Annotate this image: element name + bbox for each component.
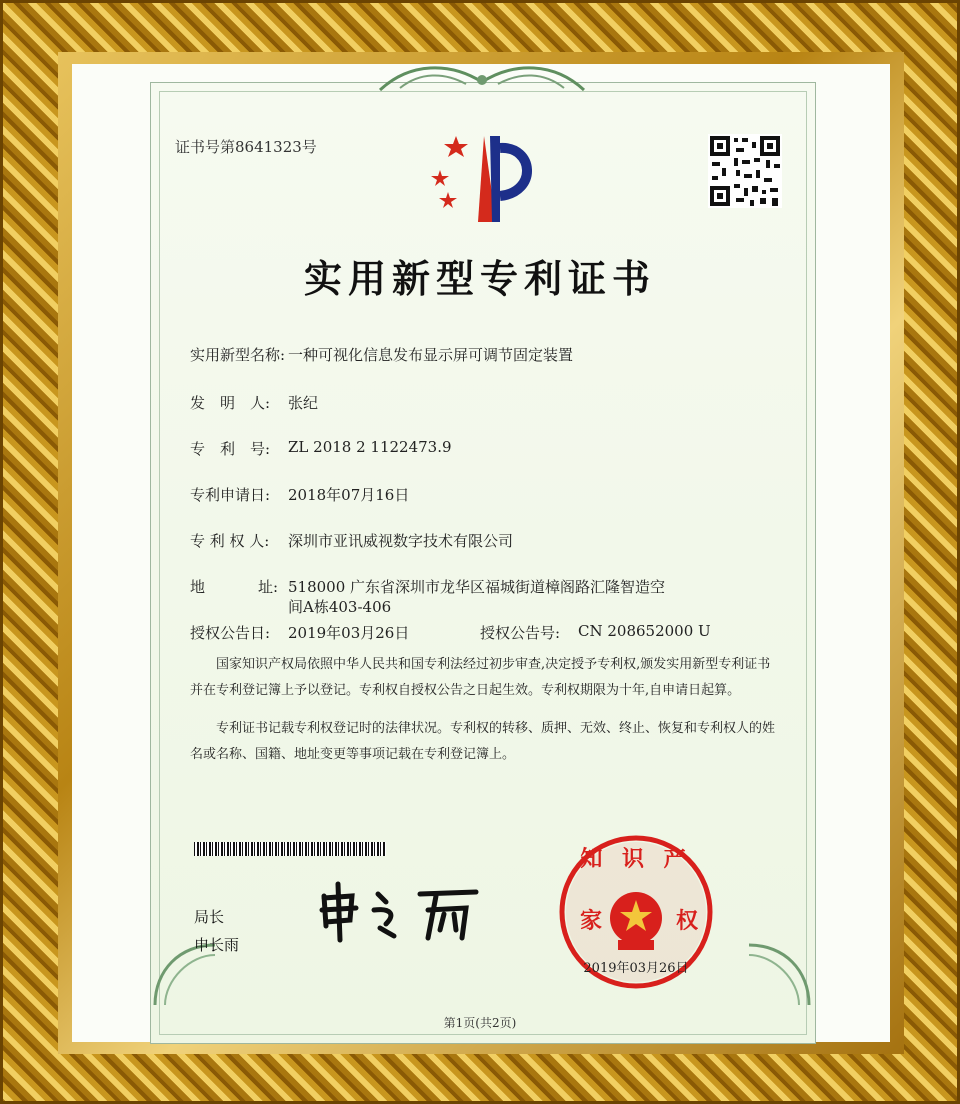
legal-status-paragraph: 专利证书记载专利权登记时的法律状况。专利权的转移、质押、无效、终止、恢复和专利权人的姓名或名称、国籍、地址变更等事项记载在专利登记簿上。 [190, 721, 776, 762]
grant-number-label: 授权公告号: [480, 624, 561, 642]
corner-ornament-icon [744, 940, 814, 1010]
certificate-number: 证书号第8641323号 [175, 138, 317, 156]
qr-code-icon [708, 134, 782, 208]
inventor-label: 发 明 人: [190, 394, 271, 412]
certificate-title: 实用新型专利证书 [303, 257, 656, 301]
grant-statement-paragraph: 国家知识产权局依照中华人民共和国专利法经过初步审查,决定授予专利权,颁发实用新型专利证书并在专利登记簿上予以登记。专利权自授权公告之日起生效。专利权期限为十年,自申请日起算。 [190, 657, 771, 698]
address-label-start: 地 [190, 578, 206, 596]
utility-model-name-value: 一种可视化信息发布显示屏可调节固定装置 [288, 346, 574, 364]
grant-date-value: 2019年03月26日 [288, 624, 410, 642]
director-name: 申长雨 [194, 936, 240, 954]
patentee-label: 专 利 权 人: [190, 532, 270, 550]
official-seal-icon [556, 832, 716, 992]
svg-text:知 识 产: 知 识 产 [580, 847, 692, 872]
barcode [194, 842, 386, 856]
utility-model-name-label: 实用新型名称: [190, 346, 286, 364]
filing-date-label: 专利申请日: [190, 486, 271, 504]
director-title: 局长 [194, 908, 225, 926]
svg-text:权: 权 [676, 909, 699, 934]
patentee-value: 深圳市亚讯威视数字技术有限公司 [288, 532, 514, 550]
seal-date: 2019年03月26日 [583, 961, 689, 976]
grant-number-value: CN 208652000 U [578, 622, 711, 640]
cnipa-logo-icon [426, 130, 538, 226]
page-footer: 第1页(共2页) [443, 1016, 517, 1030]
grant-date-label: 授权公告日: [190, 624, 271, 642]
address-value-line-1: 518000 广东省深圳市龙华区福城街道樟阁路汇隆智造空 [288, 578, 666, 596]
filing-date-value: 2018年07月16日 [288, 486, 410, 504]
director-signature-icon [316, 880, 486, 944]
patent-number-label: 专 利 号: [190, 440, 271, 458]
patent-number-value: ZL 2018 2 1122473.9 [288, 438, 452, 456]
svg-text:家: 家 [580, 909, 603, 934]
top-ornament-icon [370, 62, 594, 96]
address-label-end: 址: [258, 578, 279, 596]
inventor-value: 张纪 [288, 394, 319, 412]
address-value-line-2: 间A栋403-406 [288, 598, 392, 616]
